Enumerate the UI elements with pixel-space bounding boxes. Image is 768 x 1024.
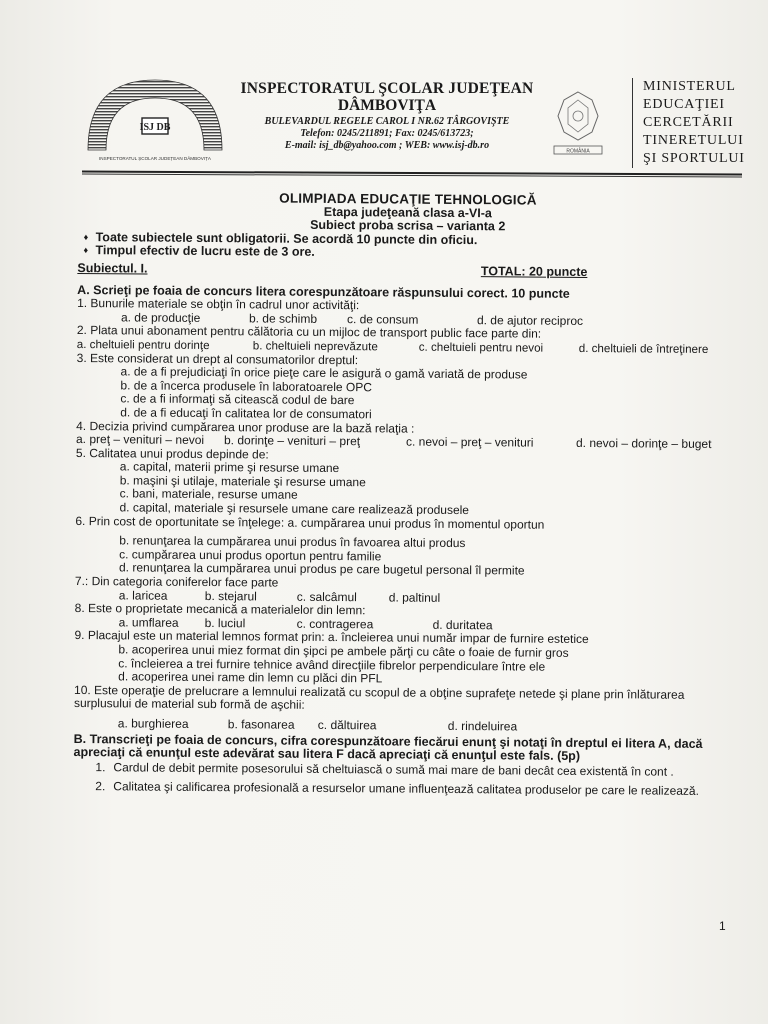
exam-title: OLIMPIADA EDUCAŢIE TEHNOLOGICĂ [279, 190, 537, 208]
header-institution [222, 80, 552, 152]
option: d. paltinul [388, 590, 441, 605]
option: d. duritatea [432, 617, 493, 633]
option: d. nevoi – dorinţe – buget [575, 436, 712, 452]
option: c. bani, materiale, resurse umane [119, 486, 298, 503]
option: a. cheltuieli pentru dorinţe [76, 337, 210, 352]
option: b. luciul [204, 615, 246, 631]
statement-item [73, 780, 733, 799]
statement-number: 1. [95, 759, 106, 774]
option: c. încleierea a trei furnire tehnice având direcţiile fibrelor perpendiculare între ele [118, 655, 546, 674]
option: c. contragerea [296, 616, 374, 632]
option: b. dorinţe – venituri – preţ [223, 433, 361, 449]
subject-header [77, 262, 737, 281]
option: a. laricea [118, 587, 168, 603]
logo-caption: INSPECTORATUL ȘCOLAR JUDEȚEAN DÂMBOVIȚA [99, 156, 211, 161]
question-text: 5. Calitatea unui produs depinde de: [75, 445, 269, 462]
page-number: 1 [719, 919, 726, 933]
question-text: 7.: Din categoria coniferelor face parte [74, 574, 279, 590]
institution-phone: Telefon: 0245/211891; Fax: 0245/613723; [300, 128, 474, 139]
ministry-line: MINISTERUL [643, 79, 736, 94]
question-text: 4. Decizia privind cumpărarea unor produse are la bază relaţia : [76, 418, 415, 436]
statement-item [73, 761, 733, 780]
option: d. renunţarea la cumpărarea unui produs pe care bugetul personal îl permite [118, 560, 525, 578]
logo-text: ISJ DB [139, 122, 171, 133]
statement-text: Cardul de debit permite posesorului să cheltuiască o sumă mai mare de bani decât cea existentă în cont . [113, 760, 674, 779]
option: a. umflarea [118, 615, 179, 630]
option: a. capital, materii prime şi resurse umane [119, 459, 340, 476]
ministry-name [632, 78, 762, 168]
ministry-line: ŞI SPORTULUI [643, 151, 745, 166]
question-text: 1. Bunurile materiale se obţin în cadrul unor activităţi: [77, 296, 360, 313]
option: b. stejarul [204, 588, 257, 604]
emblem-caption: ROMÂNIA [566, 148, 590, 155]
option: c. salcâmul [296, 589, 357, 604]
rule-item: ♦ Toate subiectele sunt obligatorii. Se acordă 10 puncte din oficiu. [84, 231, 738, 250]
option: a. cumpărarea unui produs în momentul oportun [287, 515, 545, 532]
option: b. renunţarea la cumpărarea unui produs în favoarea altui produs [119, 533, 466, 551]
isj-logo [78, 72, 233, 164]
question-text: 10. Este operaţie de prelucrare a lemnului realizată cu scopul de a obţine suprafeţe netede şi plane prin înlăturarea surplusului de material sub formă de aşchii: [73, 682, 685, 713]
option: a. încleierea unui număr impar de furnire estetice [327, 630, 589, 647]
option: a. de producţie [120, 310, 201, 325]
option: a. preţ – venituri – nevoi [75, 432, 205, 448]
option: d. capital, materiale şi resursele umane care realizează produsele [119, 500, 470, 518]
option: c. cumpărarea unui produs oportun pentru familie [119, 547, 382, 564]
subject-total: TOTAL: 20 puncte [480, 264, 588, 279]
option: b. acoperirea unui miez format din şipci pe ambele părţi cu câte o foaie de furnir gros [118, 642, 569, 660]
option: c. nevoi – preţ – venituri [405, 434, 534, 450]
subject-label: Subiectul. I. [77, 260, 148, 276]
option: c. cheltuieli pentru nevoi [418, 340, 544, 355]
option: b. de a încerca produsele în laboratoarele OPC [120, 378, 373, 395]
option: c. de consum [346, 311, 419, 327]
question-text: 8. Este o proprietate mecanică a materialelor din lemn: [74, 601, 366, 618]
exam-content [73, 190, 738, 799]
option: a. de a fi prejudiciaţi în orice pieţe care le asigură o gamă variată de produse [120, 364, 528, 382]
question-text: 2. Plata unui abonament pentru călătoria cu un mijloc de transport public face parte din: [76, 323, 542, 341]
option: d. rindeluirea [447, 718, 518, 734]
option: d. de a fi educaţi în calitatea lor de consumatori [120, 405, 372, 422]
institution-county: DÂMBOVIŢA [337, 97, 437, 114]
statement-number: 2. [95, 779, 106, 794]
exam-variant: Subiect proba scrisa – varianta 2 [310, 218, 506, 234]
option: b. maşini şi utilaje, materiale şi resurse umane [119, 473, 366, 490]
ministry-line: CERCETĂRII [643, 115, 734, 130]
question-text: 6. Prin cost de oportunitate se înţelege: [75, 513, 285, 530]
ministry-line: TINERETULUI [643, 133, 744, 148]
option: d. de ajutor reciproc [476, 312, 584, 328]
option: c. dăltuirea [317, 717, 377, 733]
option: b. cheltuieli neprevăzute [252, 339, 378, 354]
option: a. burghierea [117, 716, 189, 731]
question-text: 9. Placajul este un material lemnos format prin: [74, 628, 325, 645]
section-b-heading: B. Transcrieţi pe foaia de concurs, cifra corespunzătoare fiecărui enunţ şi notaţi în dreptul ei litera A, dacă apreciaţi că enunţul este adevărat sau litera F dacă apreciaţi că enunţul este fals. (5p) [73, 731, 703, 764]
institution-name: INSPECTORATUL ŞCOLAR JUDEŢEAN [240, 80, 534, 97]
institution-address: BULEVARDUL REGELE CAROL I NR.62 TÂRGOVIŞTE [264, 116, 510, 127]
rule-item: ♦ Timpul efectiv de lucru este de 3 ore. [83, 244, 737, 263]
header-divider [82, 171, 742, 178]
option: b. fasonarea [227, 717, 295, 732]
institution-contact: E-mail: isj_db@yahoo.com ; WEB: www.isj-db.ro [284, 140, 490, 151]
option: b. de schimb [248, 311, 318, 326]
section-a-heading: A. Scrieţi pe foaia de concurs litera corespunzătoare răspunsului corect. 10 puncte [77, 282, 570, 301]
romania-emblem-icon [548, 86, 608, 158]
exam-stage: Etapa judeţeană clasa a-VI-a [323, 204, 492, 220]
option: d. cheltuieli de întreţinere [578, 341, 709, 356]
statement-text: Calitatea şi calificarea profesională a resurselor umane influenţează calitatea produselor pe care le realizează. [113, 779, 700, 799]
ministry-line: EDUCAŢIEI [643, 97, 725, 112]
question-text: 3. Este considerat un drept al consumatorilor dreptul: [76, 350, 359, 367]
option: d. acoperirea unei rame din lemn cu plăci din PFL [118, 669, 383, 686]
option: c. de a fi informaţi să citească codul de bare [120, 391, 355, 408]
